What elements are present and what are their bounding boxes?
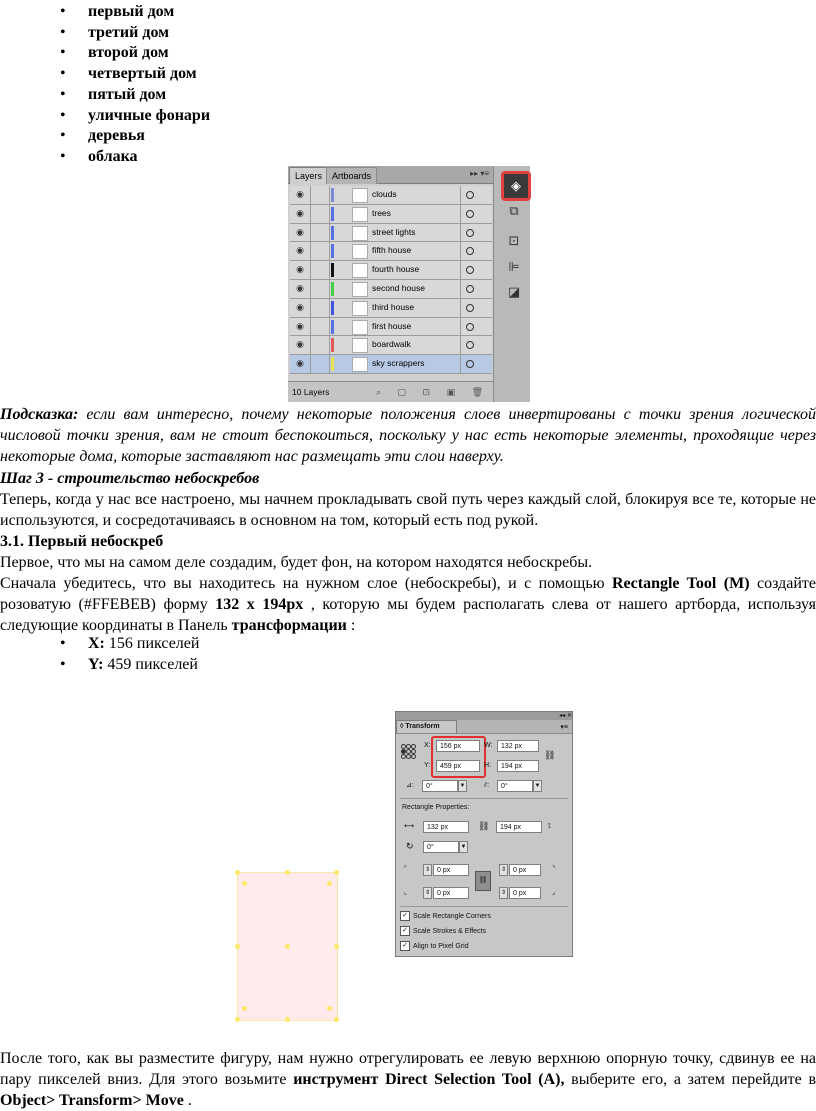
eye-icon[interactable]: ◉ (290, 318, 311, 336)
layer-color-swatch (331, 188, 334, 202)
layers-tab-bar (288, 166, 493, 184)
anchor-point (285, 870, 290, 875)
eye-icon[interactable]: ◉ (290, 280, 311, 298)
divider (460, 186, 461, 204)
rect-height-input[interactable]: 194 px (496, 821, 542, 833)
list-item: • четвертый дом (60, 64, 210, 85)
checkbox-label: Scale Strokes & Effects (413, 928, 487, 935)
layer-color-swatch (331, 244, 334, 258)
eye-icon[interactable]: ◉ (290, 355, 311, 373)
corner-tl-icon: ⌜ (404, 866, 408, 873)
lock-toggle[interactable] (311, 299, 330, 317)
transform-icon[interactable]: ⊡ (508, 233, 520, 248)
panel-name: трансформации (231, 617, 347, 634)
y-input[interactable]: 459 px (436, 760, 480, 772)
corner-br-input[interactable]: 0 px (509, 887, 541, 899)
hint-label: Подсказка: (0, 406, 79, 423)
divider (460, 299, 461, 317)
house-layer-list (60, 2, 210, 168)
anchor-point (285, 944, 290, 949)
coord-value: 459 пикселей (103, 656, 198, 673)
intro-paragraph: Теперь, когда у нас все настроено, мы начнем прокладывать свой путь через каждый слой, блокируя все те, которые не используются, и сосредотачиваясь в основном на том, который есть под рукой. (0, 491, 816, 529)
transform-panel (395, 711, 573, 957)
layer-name[interactable]: fifth house (372, 245, 412, 256)
angle-input[interactable]: 0° (422, 780, 458, 792)
divider (460, 280, 461, 298)
layers-panel (288, 166, 530, 402)
lock-toggle[interactable] (311, 242, 330, 260)
layer-thumbnail (352, 263, 368, 278)
anchor-point (235, 870, 240, 875)
layer-row[interactable] (290, 299, 492, 318)
lock-toggle[interactable] (311, 318, 330, 336)
layer-row[interactable] (290, 280, 492, 299)
link-icon[interactable]: ⛓ (544, 750, 556, 760)
lock-toggle[interactable] (311, 355, 330, 373)
divider (400, 906, 568, 907)
eye-icon[interactable]: ◉ (290, 242, 311, 260)
lock-toggle[interactable] (311, 280, 330, 298)
target-icon[interactable] (466, 191, 474, 199)
layer-color-swatch (331, 282, 334, 296)
layer-thumbnail (352, 188, 368, 203)
target-icon[interactable] (466, 210, 474, 218)
anchor-point (242, 881, 247, 886)
align-pixel-grid-checkbox[interactable] (400, 941, 469, 953)
rotate-icon: ↻ (406, 841, 414, 851)
text-run: создайте розоватую (#FFEBEB) форму (0, 575, 816, 613)
list-item: • второй дом (60, 43, 210, 64)
list-item (60, 633, 199, 654)
divider (460, 318, 461, 336)
panel-menu-icon[interactable]: ▾≡ (560, 724, 568, 731)
layer-name[interactable]: fourth house (372, 264, 420, 275)
highlight-box (431, 736, 486, 778)
list-item: • деревья (60, 126, 210, 147)
x-label: X: (424, 742, 431, 749)
divider (460, 242, 461, 260)
coord-label: Y: (88, 656, 104, 673)
layer-color-swatch (331, 207, 334, 221)
stepper-icon[interactable]: ⇕ (499, 887, 508, 899)
target-icon[interactable] (466, 304, 474, 312)
stepper-icon[interactable]: ⇕ (423, 887, 432, 899)
closing-paragraph (0, 1048, 816, 1111)
rect-rotation-input[interactable]: 0° (423, 841, 459, 853)
layer-name[interactable]: clouds (372, 189, 397, 199)
layer-thumbnail (352, 357, 368, 372)
layer-row[interactable] (290, 205, 492, 224)
hint-paragraph (0, 404, 816, 467)
pathfinder-icon[interactable]: ◪ (507, 284, 521, 299)
pink-rectangle (237, 872, 338, 1021)
artboards-icon[interactable]: ⧉ (509, 203, 519, 218)
target-icon[interactable] (466, 266, 474, 274)
layer-thumbnail (352, 207, 368, 222)
text-run: , которую мы будем располагать слева от нашего артборда, используя следующие координаты в Панель (0, 596, 816, 634)
lock-toggle[interactable] (311, 261, 330, 279)
divider (460, 261, 461, 279)
corner-tr-input[interactable]: 0 px (509, 864, 541, 876)
eye-icon[interactable]: ◉ (290, 186, 311, 204)
target-icon[interactable] (466, 247, 474, 255)
anchor-point (334, 1017, 339, 1022)
scale-strokes-checkbox[interactable] (400, 926, 486, 938)
check-icon: ✓ (400, 911, 410, 921)
target-icon[interactable] (466, 323, 474, 331)
y-label: Y: (424, 762, 431, 769)
layer-thumbnail (352, 226, 368, 241)
check-icon: ✓ (400, 941, 410, 951)
corner-br-icon: ⌟ (552, 889, 556, 896)
paragraph-rectangle (0, 573, 816, 636)
coord-value: 156 пикселей (104, 635, 200, 652)
divider (400, 798, 568, 799)
layers-panel-body (288, 166, 494, 402)
checkbox-label: Align to Pixel Grid (413, 943, 469, 950)
layer-name[interactable]: boardwalk (372, 339, 411, 350)
divider (460, 336, 461, 354)
shear-input[interactable]: 0° (497, 780, 533, 792)
tab-artboards[interactable]: Artboards (326, 167, 377, 184)
shear-label: ⫽: (484, 782, 490, 789)
layer-name[interactable]: second house (372, 282, 425, 293)
corner-bl-input[interactable]: 0 px (433, 887, 469, 899)
angle-label: ⊿: (406, 782, 414, 789)
divider (460, 224, 461, 242)
eye-icon[interactable]: ◉ (290, 299, 311, 317)
text-run: : (346, 617, 356, 634)
layer-color-swatch (331, 320, 334, 334)
hint-text: если вам интересно, почему некоторые положения слоев инвертированы с точки зрения логической числовой точки зрения, вам не стоит беспокоиться, поскольку у нас есть некоторые элементы, проходящие через некоторые дома, которые заставляют нас размещать эти слои наверху. (0, 406, 816, 465)
layers-footer (288, 381, 493, 402)
eye-icon[interactable]: ◉ (290, 224, 311, 242)
panel-collapse-icon[interactable]: ◂◂ ✕ (396, 712, 572, 720)
layer-name[interactable]: first house (372, 320, 412, 331)
check-icon: ✓ (400, 926, 410, 936)
text-run: Сначала убедитесь, что вы находитесь на нужном слое (небоскребы), и с помощью (0, 575, 612, 592)
list-item: • третий дом (60, 23, 210, 44)
layer-row[interactable] (290, 186, 492, 205)
panel-dock (498, 166, 530, 402)
lock-toggle[interactable] (311, 336, 330, 354)
eye-icon[interactable]: ◉ (290, 336, 311, 354)
checkbox-label: Scale Rectangle Corners (413, 913, 491, 920)
layer-count: 10 Layers (292, 387, 330, 397)
list-item: • первый дом (60, 2, 210, 23)
lock-toggle[interactable] (311, 186, 330, 204)
align-icon[interactable]: ⊫ (508, 259, 520, 274)
h-label: H: (484, 762, 491, 769)
text-run: После того, как вы разместите фигуру, нам нужно отрегулировать ее левую верхнюю опорную точку, сдвинув ее на пару пикселей вниз. Для этого возьмите (0, 1050, 816, 1088)
layer-thumbnail (352, 301, 368, 316)
list-item: • пятый дом (60, 85, 210, 106)
stepper-icon[interactable]: ⇕ (423, 864, 432, 876)
anchor-point (327, 1006, 332, 1011)
transform-body (396, 733, 572, 956)
anchor-point (334, 870, 339, 875)
layer-thumbnail (352, 338, 368, 353)
layer-row[interactable] (290, 242, 492, 261)
x-input[interactable]: 156 px (436, 740, 480, 752)
h-input[interactable]: 194 px (497, 760, 539, 772)
divider (460, 355, 461, 373)
anchor-point (235, 944, 240, 949)
width-icon: ⟷ (404, 823, 415, 830)
layer-color-swatch (331, 226, 334, 240)
target-icon[interactable] (466, 229, 474, 237)
tab-layers[interactable]: Layers (289, 167, 328, 184)
eye-icon[interactable]: ◉ (290, 205, 311, 223)
paragraph-background: Первое, что мы на самом деле создадим, будет фон, на котором находятся небоскребы. (0, 554, 593, 571)
footer-action-icons[interactable]: ⌕ ▢ ⊡ ▣ 🗑 (376, 387, 491, 397)
w-input[interactable]: 132 px (497, 740, 539, 752)
tab-transform[interactable]: ◊ Transform (396, 720, 457, 733)
size-value: 132 x 194px (215, 596, 304, 613)
layer-color-swatch (331, 338, 334, 352)
tool-name: инструмент Direct Selection Tool (A), (293, 1071, 565, 1088)
step-heading: Шаг 3 - строительство небоскребов (0, 470, 260, 487)
link-icon[interactable]: ⛓ (478, 821, 490, 831)
tool-name: Rectangle Tool (M) (612, 575, 750, 592)
scale-corners-checkbox[interactable] (400, 911, 491, 923)
layer-name[interactable]: trees (372, 207, 391, 218)
coordinate-list (60, 633, 199, 675)
text-run: выберите его, а затем перейдите в (564, 1071, 816, 1088)
stepper-icon[interactable]: ⇕ (499, 864, 508, 876)
layer-row[interactable] (290, 318, 492, 337)
target-icon[interactable] (466, 360, 474, 368)
layers-icon[interactable]: ◈ (501, 171, 531, 201)
anchor-point (334, 944, 339, 949)
layer-color-swatch (331, 263, 334, 277)
panel-menu-icon[interactable]: ▸▸ ▾≡ (470, 169, 489, 178)
corner-tl-input[interactable]: 0 px (433, 864, 469, 876)
chevron-down-icon[interactable]: ▼ (458, 780, 467, 792)
anchor-point (242, 1006, 247, 1011)
rectangle-properties-label: Rectangle Properties: (402, 804, 470, 811)
list-item: • уличные фонари (60, 106, 210, 127)
height-icon: ⟟ (548, 823, 551, 830)
layer-color-swatch (331, 301, 334, 315)
text-run: . (183, 1092, 192, 1109)
layer-thumbnail (352, 244, 368, 259)
section-heading: 3.1. Первый небоскреб (0, 533, 164, 550)
corner-tr-icon: ⌝ (552, 866, 556, 873)
anchor-point (235, 1017, 240, 1022)
layer-row[interactable] (290, 261, 492, 280)
layer-color-swatch (331, 357, 334, 371)
layer-list (290, 186, 492, 374)
lock-toggle[interactable] (311, 205, 330, 223)
list-item (60, 654, 199, 675)
layer-name[interactable]: sky scrappers (372, 358, 425, 369)
target-icon[interactable] (466, 341, 474, 349)
corner-bl-icon: ⌞ (404, 889, 408, 896)
reference-point-icon[interactable] (401, 744, 415, 758)
anchor-point (327, 881, 332, 886)
eye-icon[interactable]: ◉ (290, 261, 311, 279)
layer-row[interactable] (290, 355, 492, 374)
layer-row[interactable] (290, 224, 492, 243)
w-label: W: (484, 742, 493, 749)
anchor-point (285, 1017, 290, 1022)
chevron-down-icon[interactable]: ▼ (533, 780, 542, 792)
list-item: • облака (60, 147, 210, 168)
menu-path: Object> Transform> Move (0, 1092, 184, 1109)
layer-name[interactable]: street lights (372, 226, 416, 237)
chevron-down-icon[interactable]: ▼ (459, 841, 468, 853)
layer-row[interactable] (290, 336, 492, 355)
lock-toggle[interactable] (311, 224, 330, 242)
link-corners-icon[interactable]: ⛓ (475, 871, 491, 891)
target-icon[interactable] (466, 285, 474, 293)
divider (460, 205, 461, 223)
layer-name[interactable]: third house (372, 301, 415, 312)
layer-thumbnail (352, 282, 368, 297)
layer-thumbnail (352, 320, 368, 335)
rect-width-input[interactable]: 132 px (423, 821, 469, 833)
coord-label: X: (88, 635, 105, 652)
